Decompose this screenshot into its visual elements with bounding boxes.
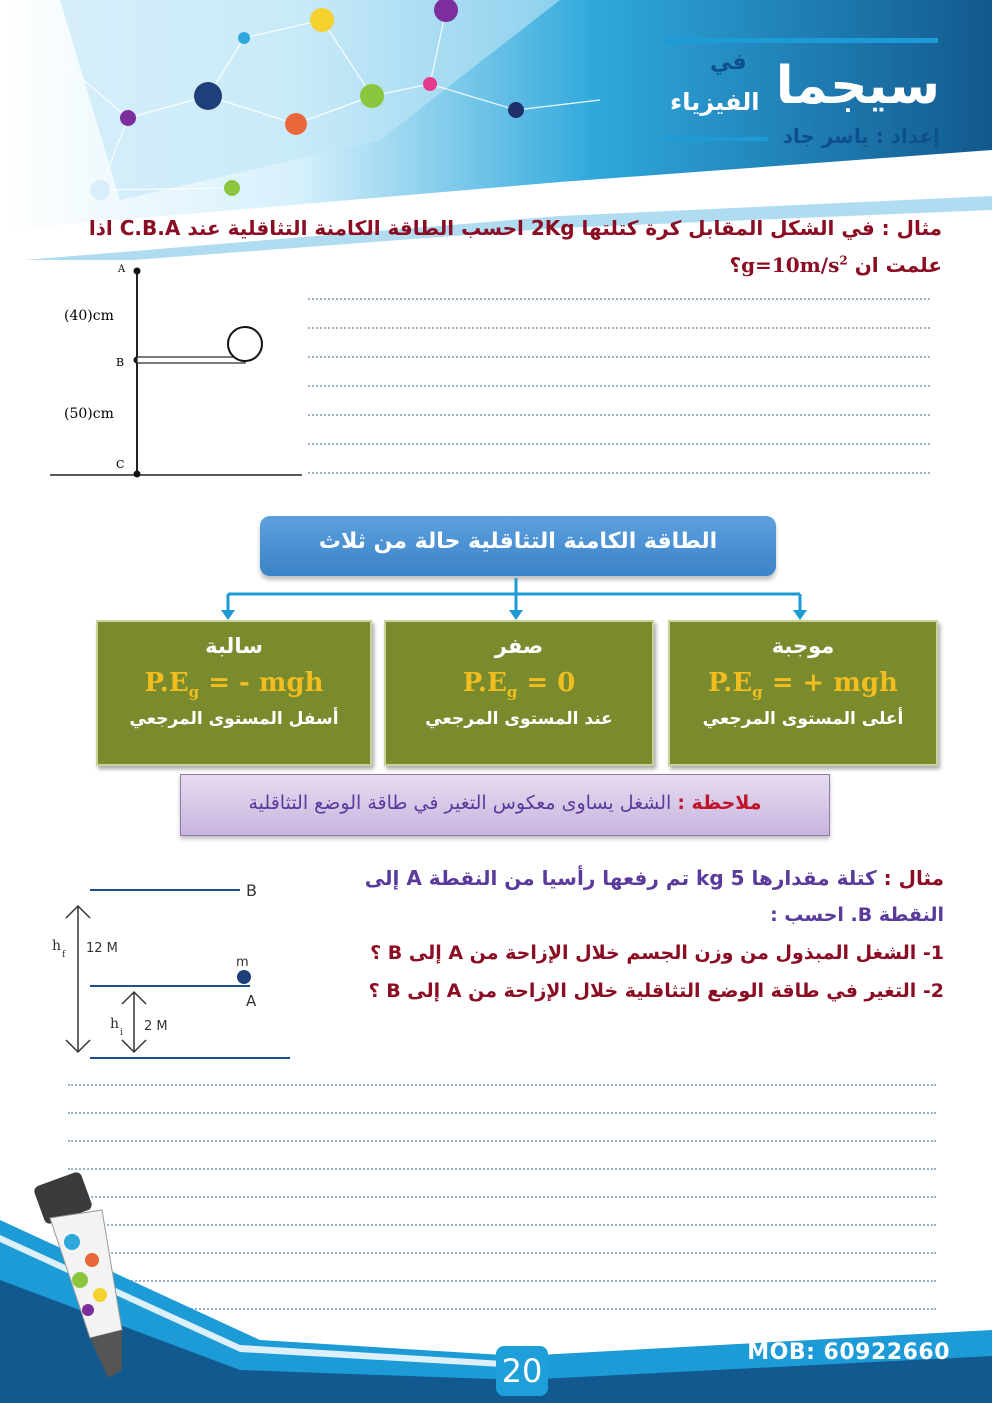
pen-icon bbox=[30, 1170, 140, 1380]
states-title-box: الطاقة الكامنة التثاقلية حالة من ثلاث bbox=[260, 516, 776, 576]
g-value-text: g=10m/s bbox=[741, 253, 840, 277]
answer-line bbox=[308, 443, 930, 445]
example2-question2: 2- التغير في طاقة الوضع التثاقلية خلال الإزاحة من A إلى B ؟ bbox=[368, 980, 944, 1002]
answer-line bbox=[308, 385, 930, 387]
answer-line bbox=[68, 1084, 936, 1086]
label-hi: h bbox=[110, 1016, 120, 1032]
state-formula bbox=[670, 668, 936, 701]
mass-dot bbox=[237, 970, 251, 984]
example1-g-value bbox=[741, 253, 848, 277]
author-credit: إعداد : ياسر جاد bbox=[782, 124, 940, 148]
answer-line bbox=[68, 1112, 936, 1114]
formula-pe: P.E bbox=[144, 668, 189, 698]
label-hf: h bbox=[52, 938, 62, 954]
example2-figure bbox=[40, 880, 300, 1065]
ball bbox=[228, 327, 262, 361]
formula-rest: = 0 bbox=[517, 668, 576, 698]
formula-sub: g bbox=[188, 683, 200, 702]
formula-sub: g bbox=[506, 683, 518, 702]
label-b: B bbox=[116, 356, 125, 369]
brand-rule-bottom bbox=[663, 137, 768, 141]
label-a: A bbox=[118, 264, 126, 275]
label-m: m bbox=[236, 955, 249, 970]
formula-pe: P.E bbox=[462, 668, 507, 698]
answer-line bbox=[308, 472, 930, 474]
example2-label: مثال : bbox=[883, 866, 944, 890]
answer-line bbox=[68, 1168, 936, 1170]
label-hf-sub: f bbox=[62, 950, 66, 960]
example1-line2-end: ؟ bbox=[729, 253, 742, 277]
example1-line2-prefix: علمت ان bbox=[847, 253, 942, 277]
state-description: عند المستوى المرجعي bbox=[425, 709, 613, 730]
label-c: C bbox=[116, 458, 125, 471]
state-box-zero bbox=[384, 620, 654, 766]
shelf bbox=[137, 357, 245, 363]
answer-line bbox=[308, 356, 930, 358]
brand-title-sub: الفيزياء bbox=[670, 88, 760, 116]
state-box-negative bbox=[96, 620, 372, 766]
answer-line bbox=[308, 414, 930, 416]
formula-sub: g bbox=[752, 683, 763, 702]
example2-question1: 1- الشغل المبذول من وزن الجسم خلال الإزاحة من A إلى B ؟ bbox=[370, 942, 944, 964]
state-description: أسفل المستوى المرجعي bbox=[129, 709, 339, 730]
example1-line2 bbox=[500, 253, 942, 277]
note-text: الشغل يساوى معكوس التغير في طاقة الوضع التثاقلية bbox=[248, 792, 678, 814]
label-hi-sub: i bbox=[120, 1028, 123, 1038]
brand-title-main: سيجما bbox=[775, 56, 940, 116]
example2-line1 bbox=[350, 866, 944, 890]
state-formula bbox=[98, 668, 370, 701]
brand-title-fi: في bbox=[710, 50, 747, 75]
answer-line bbox=[308, 327, 930, 329]
formula-pe: P.E bbox=[708, 668, 753, 698]
example2-line2: النقطة B. احسب : bbox=[770, 904, 944, 926]
connector-arrows bbox=[210, 578, 820, 622]
brand-logo bbox=[660, 50, 940, 116]
brand-rule-top bbox=[663, 38, 938, 43]
label-12m: 12 M bbox=[86, 941, 118, 956]
mobile-number: MOB: 60922660 bbox=[747, 1340, 950, 1365]
g-value-exponent: 2 bbox=[839, 253, 848, 268]
state-box-positive bbox=[668, 620, 938, 766]
page-number: 20 bbox=[496, 1346, 548, 1396]
state-formula bbox=[386, 668, 652, 701]
example2-line1-text: كتلة مقدارها 5 kg تم رفعها رأسيا من النقطة A إلى bbox=[364, 866, 884, 890]
note-label: ملاحظة : bbox=[677, 792, 762, 814]
state-name: صفر bbox=[494, 634, 544, 658]
state-name: سالبة bbox=[205, 634, 263, 658]
formula-rest: = + mgh bbox=[762, 668, 898, 698]
state-name: موجبة bbox=[771, 634, 835, 658]
label-b: B bbox=[246, 881, 257, 900]
label-50cm: (50)cm bbox=[64, 406, 114, 422]
state-description: أعلى المستوى المرجعي bbox=[702, 709, 904, 730]
example1-line1: مثال : في الشكل المقابل كرة كتلتها 2Kg احسب الطاقة الكامنة التثاقلية عند C.B.A اذا bbox=[88, 216, 942, 240]
answer-line bbox=[68, 1140, 936, 1142]
label-2m: 2 M bbox=[144, 1019, 168, 1034]
formula-rest: = - mgh bbox=[199, 668, 324, 698]
note-box bbox=[180, 774, 830, 836]
point-c-dot bbox=[134, 471, 141, 478]
label-a: A bbox=[246, 992, 257, 1010]
answer-line bbox=[308, 298, 930, 300]
point-a-dot bbox=[134, 268, 141, 275]
label-40cm: (40)cm bbox=[64, 308, 114, 324]
example1-figure bbox=[50, 258, 310, 483]
